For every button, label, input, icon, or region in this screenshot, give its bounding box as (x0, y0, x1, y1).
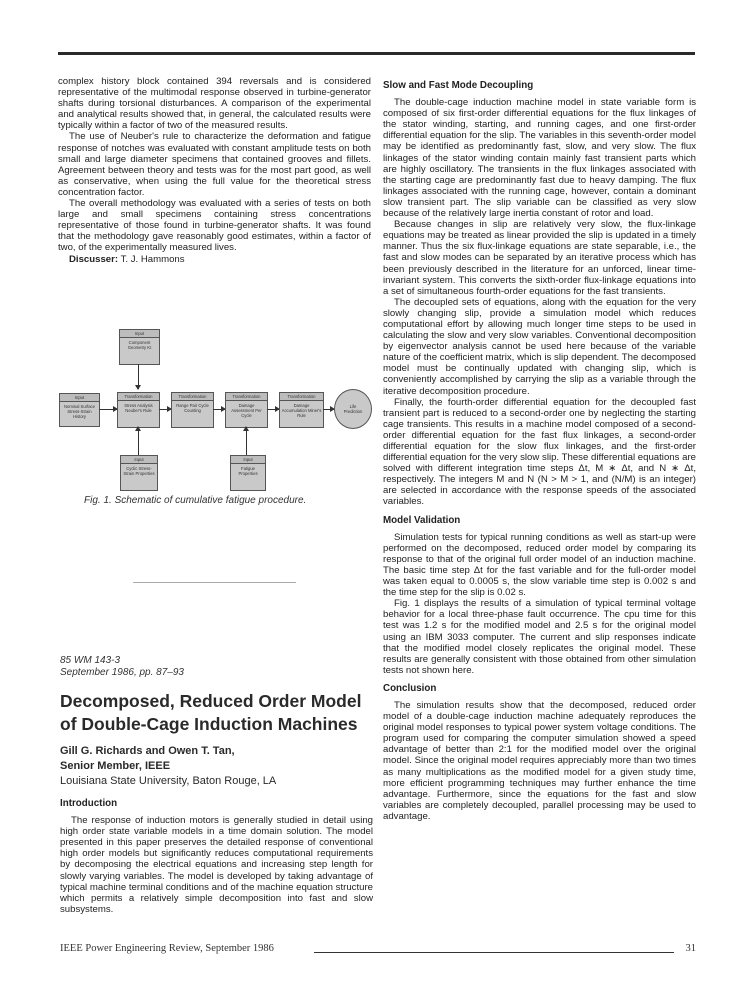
box-input-cyclic (120, 455, 158, 491)
authors-membership: Senior Member, IEEE (60, 760, 171, 772)
arrow-up (138, 427, 139, 455)
paragraph: The double-cage induction machine model in state variable form is composed of six first-order differential equations for the flux linkages of the stator winding, starting, and running cages, and one first-order differential equation for the slip. The variables in this seventh-order model may be identified as predominantly fast, slow, and very slow. The flux linkages of the stator winding contain mainly fast transient parts which are highly oscillatory. The transients in the flux linkages associated with the starting cage are predominantly fast due to heavy damping. The flux linkages associated with the running cage, however, contain a dominant slow transient part. The slip variable can be classified as very slow because of the relatively large inertia constant of rotor and load. (383, 97, 696, 220)
reference-date: September 1986, pp. 87–93 (60, 667, 184, 678)
figure-caption: Fig. 1. Schematic of cumulative fatigue procedure. (84, 495, 307, 506)
paragraph: complex history block contained 394 reversals and is considered representative of the multimodal response observed in turbine-generator shafts during torsional disturbances. A comparison of the experimental and analytical results showed that, in general, the calculated results were typically within a factor of two of the measured results. (58, 76, 371, 132)
section-heading: Slow and Fast Mode Decoupling (383, 80, 534, 91)
box-input-geometry (119, 329, 160, 365)
circle-body: Prediction (343, 409, 363, 414)
arrow-right (213, 409, 225, 410)
box-header: Transformation (118, 393, 159, 401)
discusser-name: T. J. Hammons (120, 253, 185, 265)
figure-fatigue-schematic (58, 326, 371, 496)
box-header: Input (231, 456, 265, 464)
box-transform-damage (225, 392, 268, 428)
box-body: Damage Accumulation Miner's Rule (281, 403, 322, 418)
article-title: Decomposed, Reduced Order Model of Double-Cage Induction Machines (60, 691, 362, 734)
page-number: 31 (685, 943, 696, 954)
box-header: Input (120, 330, 159, 338)
footer-rule (314, 952, 674, 953)
section-heading: Conclusion (383, 682, 437, 694)
arrow-right (323, 409, 334, 410)
box-transform-rainflow (171, 392, 214, 428)
box-body: Damage Assessment Per Cycle (231, 403, 262, 418)
paragraph: Finally, the fourth-order differential equation for the decoupled fast transient part is reduced to a second-order one by neglecting the starting cage transients. This results in a machine model composed of a second-order differential equation for the fast flux linkages, a second-order differential equation for the slow flux linkages, and the first-order differential equation for the very slow slip. These differential equations are solved with different integration time steps Δt, M ∗ Δt, and N ∗ Δt, respectively. The integers M and N (N > M > 1, and (N/M) is an integer) are selected in accordance with the response speeds of the associated variables. (383, 396, 696, 508)
box-input-history (59, 393, 100, 427)
box-input-fatigue (230, 455, 266, 491)
article-authors (60, 744, 235, 774)
box-body: Range Pair Cycle Counting (176, 403, 209, 413)
arrow-right (267, 409, 279, 410)
journal-name: IEEE Power Engineering Review, September 1986 (60, 943, 274, 954)
author-affiliation: Louisiana State University, Baton Rouge, LA (60, 775, 277, 787)
paragraph: The decoupled sets of equations, along with the equation for the very slowly changing slip, provide a simulation model which reduces computational effort by allowing much longer time steps to be used in calculating the slow and very slow variables. Conventional decomposition by eigenvector analysis cannot be used here because of the variable nature of the coefficient matrix, which is slip dependent. The decomposed model must be continually updated with changing slip, which is conveniently accomplished by carrying the slip as a variable through the iterative decomposition procedure. (383, 296, 696, 397)
arrow-right (159, 409, 171, 410)
paragraph: Fig. 1 displays the results of a simulation of typical terminal voltage behavior for a local three-phase fault occurrence. The cpu time for this test was 1.2 s for the modified model and 2.5 s for the original model using an IBM 3033 computer. The current and slip responses indicate that the modified model closely replicates the original model. These results are generally consistent with those obtained from other simulation tests not shown here. (383, 598, 696, 676)
paragraph: The response of induction motors is generally studied in detail using high order state variable models in a time domain solution. The model presented in this paper preserves the detailed response of conventional high order models but significantly reduces computational requirements by decomposing the electrical equations and increasing step length for slowly varying variables. The model is developed by taking advantage of typical machine terminal conditions and of the machine equation structure which permits a relatively simple decomposition into fast and slow subsystems. (60, 815, 373, 915)
paragraph: The simulation results show that the decomposed, reduced order model of a double-cage induction machine adequately reproduces the original model responses to typical power system voltage conditions. The program used for comparing the computer simulation showed a speed advantage of better than 2:1 for the modified model over the original model. Since the original model requires appreciably more than two times as many multiplications as the modified model for a given study time, more efficient programming techniques may further enhance the time advantage. Furthermore, since the equations for the fast and slow variables are completely decoupled, parallel processing may be used to advantage. (383, 699, 696, 822)
discusser-label: Discusser: (69, 253, 119, 265)
arrow-up (246, 427, 247, 455)
top-rule (58, 52, 695, 55)
box-body: Fatigue Properties (238, 466, 258, 476)
box-body: Nominal Surface Stress-Strain History (64, 404, 95, 419)
box-header: Transformation (280, 393, 323, 401)
article-reference (60, 655, 184, 679)
page-footer (60, 943, 696, 957)
arrow-down (138, 364, 139, 389)
box-transform-neuber (117, 392, 160, 428)
circle-header: Life (349, 404, 357, 409)
paragraph: The overall methodology was evaluated with a series of tests on both large and small specimens containing stress concentrations representative of those found in turbine-generator shafts. It was found that the methodology gave reasonably good estimates, within a factor of two, of the experimentally measured lives. (58, 198, 371, 254)
box-body: Cyclic Stress-Strain Properties (123, 466, 155, 476)
paragraph: Because changes in slip are relatively very slow, the flux-linkage equations may be treated as linear provided the slip is updated in a timely manner. Thus the six flux-linkage equations are state separable, i.e., the fast and slow modes can be separated by an iterative process which has been previously described in the literature for an unforced, linear time-invariant system. This converts the sixth-order flux-linkage equations into a set of simultaneous fourth-order equations for the fast transients. (383, 219, 696, 297)
box-header: Input (121, 456, 157, 464)
box-header: Transformation (226, 393, 267, 401)
box-body: Component Geometry Kt (127, 340, 152, 350)
section-heading: Introduction (60, 798, 118, 809)
paragraph: The use of Neuber's rule to characterize the deformation and fatigue response of notches was evaluated with constant amplitude tests on both small and large diameter specimens that contained grooves and fillets. Agreement between theory and tests was for the most part good, as well as conservative, when using the full value for the theoretical stress concentration factor. (58, 131, 371, 198)
authors-line: Gill G. Richards and Owen T. Tan, (60, 745, 235, 757)
discusser-line (58, 254, 371, 265)
reference-number: 85 WM 143-3 (60, 655, 121, 666)
box-transform-miner (279, 392, 324, 428)
circle-output-life (334, 389, 372, 429)
left-column-continuation (58, 76, 371, 265)
box-header: Input (60, 394, 99, 402)
arrow-right (99, 409, 117, 410)
right-column (383, 80, 696, 822)
section-introduction (60, 798, 373, 915)
section-heading: Model Validation (383, 514, 461, 526)
box-body: Stress Analysis Neuber's Rule (124, 403, 153, 413)
separator-rule (133, 582, 296, 583)
paragraph: Simulation tests for typical running conditions as well as start-up were performed on the decomposed, reduced order model by comparing its response to that of the original full order model of an induction machine. The basic time step Δt for the fast variable and for the full-order model was taken equal to 0.0005 s, the slow variable time step is 0.002 s and the time step for the slip is 0.02 s. (383, 531, 696, 599)
box-header: Transformation (172, 393, 213, 401)
